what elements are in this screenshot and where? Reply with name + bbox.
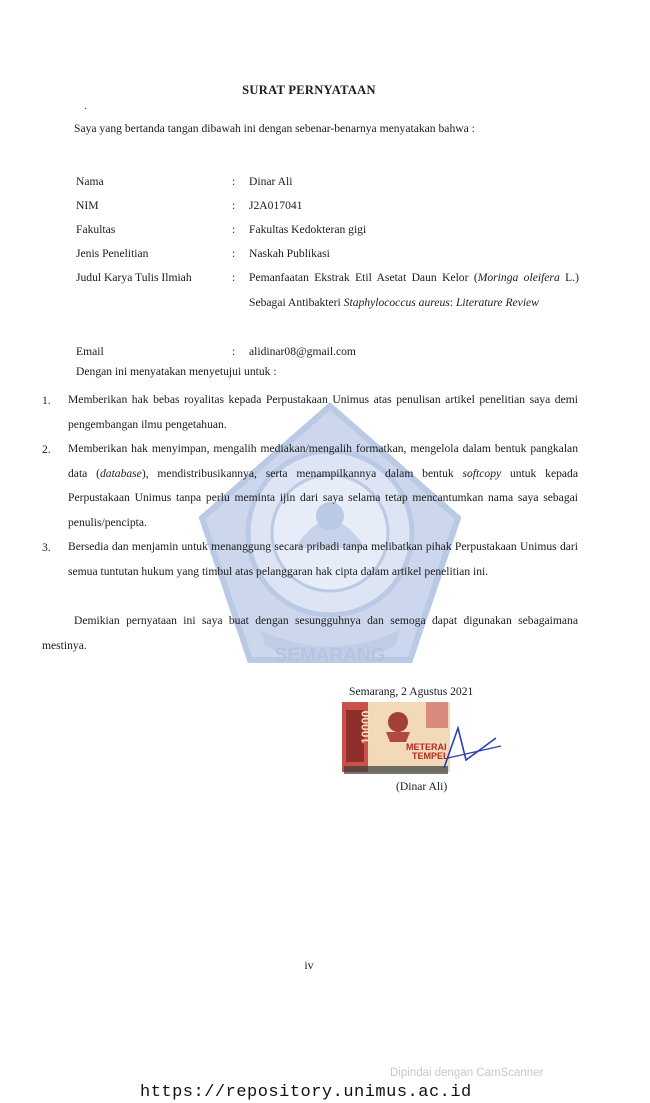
list-item-3: Bersedia dan menjamin untuk menanggung secara pribadi tanpa melibatkan pihak Perpustakaan Unimus dari semua tuntutan hukum yang timbul atas pelanggaran hak cipta dalam artikel penelitian ini. <box>68 540 578 578</box>
field-colon: : <box>232 175 236 188</box>
judul-text: : <box>449 295 456 309</box>
field-label-nim: NIM <box>76 199 99 212</box>
intro-paragraph: Saya yang bertanda tangan dibawah ini dengan sebenar-benarnya menyatakan bahwa : <box>74 122 475 135</box>
field-colon: : <box>232 247 236 260</box>
stray-mark: · <box>84 104 88 115</box>
judul-text: L.) Sebagai Antibakteri <box>249 271 579 309</box>
field-colon: : <box>232 199 236 212</box>
watermark-text: SEMARANG <box>274 645 386 666</box>
field-value-judul <box>249 266 579 315</box>
list-number: 3. <box>42 541 51 554</box>
field-value-email: alidinar08@gmail.com <box>249 345 356 358</box>
list-item-2: Memberikan hak menyimpan, mengalih mediakan/mengalih formatkan, mengelola dalam bentuk pangkalan data (database), mendistribusikannya, serta menampilkannya dalam bentuk softcopy untuk kepada Perpustakaan Unimus tanpa perlu meminta ijin dari saya selama tetap mencantumkan nama saya sebagai penulis/pencipta. <box>68 442 578 529</box>
judul-review: Literature Review <box>455 295 539 309</box>
field-label-email: Email <box>76 345 104 358</box>
closing-paragraph: Demikian pernyataan ini saya buat dengan sesungguhnya dan semoga dapat digunakan sebagaimana mestinya. <box>42 614 578 652</box>
signer-name: (Dinar Ali) <box>396 780 448 793</box>
field-label-nama: Nama <box>76 175 104 188</box>
judul-bacteria: Staphylococcus aureus <box>343 295 450 309</box>
document-title: SURAT PERNYATAAN <box>242 83 376 97</box>
judul-species: Moringa oleifera <box>477 271 560 284</box>
field-label-fakultas: Fakultas <box>76 223 116 236</box>
repository-url[interactable]: https://repository.unimus.ac.id <box>140 1083 472 1102</box>
field-label-judul: Judul Karya Tulis Ilmiah <box>76 271 192 284</box>
field-label-jenis-penelitian: Jenis Penelitian <box>76 247 149 260</box>
page-number: iv <box>304 958 314 972</box>
list-number: 2. <box>42 443 51 456</box>
judul-text: Pemanfaatan Ekstrak Etil Asetat Daun Kelor ( <box>249 271 478 284</box>
field-colon: : <box>232 345 236 358</box>
field-colon: : <box>232 271 236 284</box>
field-value-nim: J2A017041 <box>249 199 303 212</box>
list-item-1: Memberikan hak bebas royalitas kepada Perpustakaan Unimus atas penulisan artikel penelitian saya demi pengembangan ilmu pengetahuan. <box>68 393 578 431</box>
field-colon: : <box>232 223 236 236</box>
list-number: 1. <box>42 394 51 407</box>
stamp-label: METERAI <box>406 742 447 752</box>
field-value-nama: Dinar Ali <box>249 175 293 188</box>
field-value-fakultas: Fakultas Kedokteran gigi <box>249 223 367 236</box>
stamp-signature-image <box>336 698 506 786</box>
agreement-intro: Dengan ini menyatakan menyetujui untuk : <box>76 365 277 378</box>
field-value-jenis-penelitian: Naskah Publikasi <box>249 247 330 260</box>
stamp-label: TEMPEL <box>412 751 449 761</box>
place-date: Semarang, 2 Agustus 2021 <box>349 685 474 698</box>
stamp-value: 10000 <box>359 710 373 744</box>
scanner-watermark: Dipindai dengan CamScanner <box>390 1067 544 1079</box>
